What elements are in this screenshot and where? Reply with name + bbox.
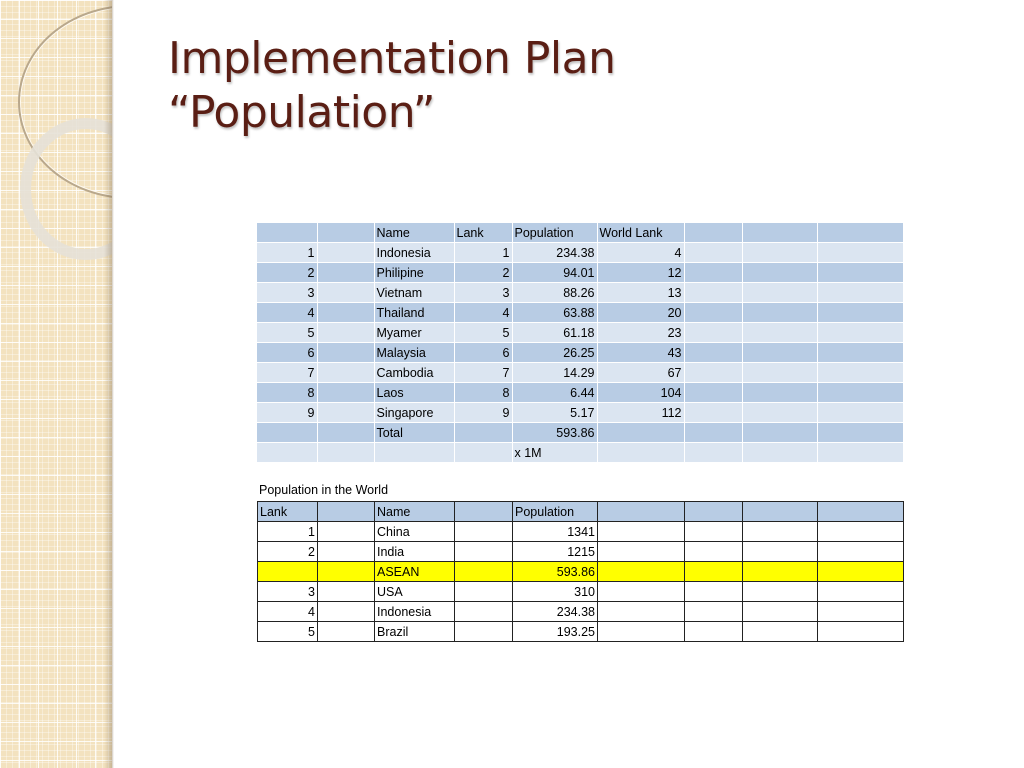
- country-name: Myamer: [374, 323, 454, 343]
- population-value: 234.38: [512, 243, 597, 263]
- country-name: Indonesia: [375, 602, 455, 622]
- population-value: 88.26: [512, 283, 597, 303]
- table-row: [257, 343, 903, 363]
- country-name: USA: [375, 582, 455, 602]
- country-name: Thailand: [374, 303, 454, 323]
- row-number: 8: [257, 383, 317, 403]
- table-row: [258, 522, 904, 542]
- header-lank: Lank: [258, 502, 318, 522]
- population-value: 5.17: [512, 403, 597, 423]
- world-population-table: [257, 501, 904, 642]
- row-number: 6: [257, 343, 317, 363]
- lank-value: 4: [258, 602, 318, 622]
- country-name: Indonesia: [374, 243, 454, 263]
- header-population: Population: [513, 502, 598, 522]
- population-value: 234.38: [513, 602, 598, 622]
- total-value: 593.86: [512, 423, 597, 443]
- world-table-caption: Population in the World: [259, 483, 389, 497]
- population-value: 14.29: [512, 363, 597, 383]
- country-name: Cambodia: [374, 363, 454, 383]
- world-lank-value: 112: [597, 403, 684, 423]
- world-lank-value: 4: [597, 243, 684, 263]
- unit-row: [257, 443, 903, 463]
- header-name: Name: [374, 223, 454, 243]
- title-line-2: “Population”: [168, 87, 436, 138]
- highlighted-row-asean: [258, 562, 904, 582]
- lank-value: 1: [454, 243, 512, 263]
- title-line-1: Implementation Plan: [168, 33, 616, 84]
- total-row: [257, 423, 903, 443]
- population-value: 1341: [513, 522, 598, 542]
- sidebar-shadow: [104, 0, 114, 768]
- lank-value: 5: [258, 622, 318, 642]
- population-value: 310: [513, 582, 598, 602]
- population-value: 26.25: [512, 343, 597, 363]
- lank-value: 8: [454, 383, 512, 403]
- population-value: 1215: [513, 542, 598, 562]
- country-name: ASEAN: [375, 562, 455, 582]
- row-number: 7: [257, 363, 317, 383]
- lank-value: 5: [454, 323, 512, 343]
- lank-value: 9: [454, 403, 512, 423]
- country-name: Brazil: [375, 622, 455, 642]
- population-value: 63.88: [512, 303, 597, 323]
- population-value: 593.86: [513, 562, 598, 582]
- table-row: [258, 542, 904, 562]
- lank-value: 2: [258, 542, 318, 562]
- table-row: [257, 323, 903, 343]
- world-lank-value: 23: [597, 323, 684, 343]
- world-lank-value: 12: [597, 263, 684, 283]
- population-value: 193.25: [513, 622, 598, 642]
- population-value: 6.44: [512, 383, 597, 403]
- lank-value: 4: [454, 303, 512, 323]
- table-row: [258, 582, 904, 602]
- header-population: Population: [512, 223, 597, 243]
- asean-population-table: [257, 223, 904, 463]
- lank-value: 1: [258, 522, 318, 542]
- world-lank-value: 13: [597, 283, 684, 303]
- lank-value: 3: [258, 582, 318, 602]
- lank-value: 3: [454, 283, 512, 303]
- world-lank-value: 43: [597, 343, 684, 363]
- lank-value: 6: [454, 343, 512, 363]
- lank-value: [258, 562, 318, 582]
- slide-title: [168, 32, 615, 140]
- world-lank-value: 104: [597, 383, 684, 403]
- table-row: [257, 263, 903, 283]
- population-value: 61.18: [512, 323, 597, 343]
- table-row: [258, 602, 904, 622]
- country-name: Vietnam: [374, 283, 454, 303]
- table-row: [257, 403, 903, 423]
- country-name: Laos: [374, 383, 454, 403]
- table-row: [258, 622, 904, 642]
- country-name: Malaysia: [374, 343, 454, 363]
- country-name: India: [375, 542, 455, 562]
- row-number: 3: [257, 283, 317, 303]
- row-number: 2: [257, 263, 317, 283]
- lank-value: 7: [454, 363, 512, 383]
- header-name: Name: [375, 502, 455, 522]
- population-value: 94.01: [512, 263, 597, 283]
- unit-note: x 1M: [512, 443, 597, 463]
- row-number: 4: [257, 303, 317, 323]
- country-name: Singapore: [374, 403, 454, 423]
- total-label: Total: [374, 423, 454, 443]
- table-row: [257, 243, 903, 263]
- table-row: [257, 283, 903, 303]
- decorative-rings: [0, 0, 112, 768]
- country-name: Philipine: [374, 263, 454, 283]
- row-number: 9: [257, 403, 317, 423]
- table-row: [257, 363, 903, 383]
- lank-value: 2: [454, 263, 512, 283]
- header-lank: Lank: [454, 223, 512, 243]
- table-header-row: [258, 502, 904, 522]
- row-number: 1: [257, 243, 317, 263]
- table-header-row: [257, 223, 903, 243]
- world-lank-value: 20: [597, 303, 684, 323]
- table-row: [257, 303, 903, 323]
- row-number: 5: [257, 323, 317, 343]
- table-row: [257, 383, 903, 403]
- country-name: China: [375, 522, 455, 542]
- header-world-lank: World Lank: [597, 223, 684, 243]
- world-lank-value: 67: [597, 363, 684, 383]
